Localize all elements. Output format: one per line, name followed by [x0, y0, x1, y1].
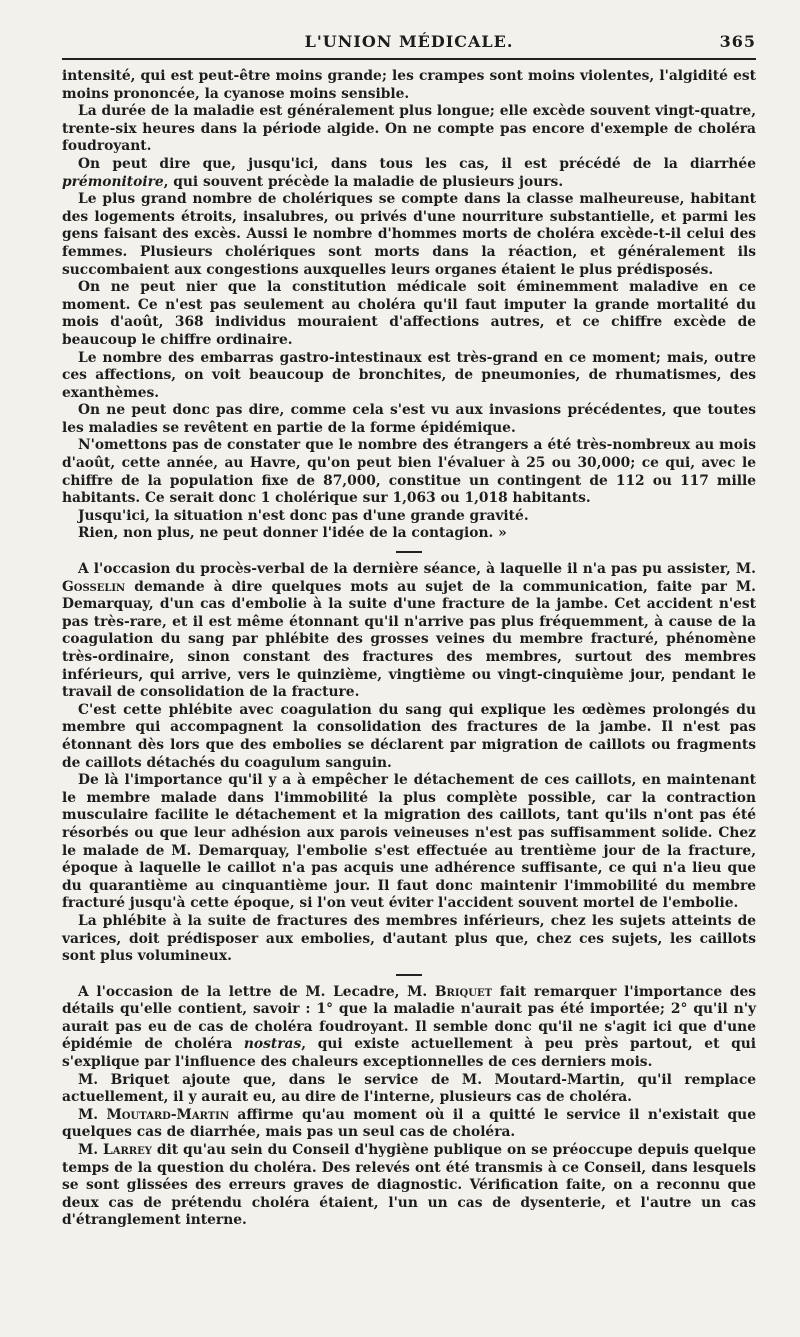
paragraph: intensité, qui est peut-être moins grande; les crampes sont moins violentes, l'algidité est moins prononcée, la cyanose moins sensible.: [62, 68, 756, 102]
paragraph: Le plus grand nombre de cholériques se compte dans la classe malheureuse, habitant des logements étroits, insalubres, ou privés d'une nourriture substantielle, et parmi les gens faisant des excès. Aussi le nombre d'hommes morts de choléra excède-t-il celui des femmes. Plusieurs cholériques sont morts dans la réaction, et généralement ils succombaient aux congestions auxquelles leurs organes étaient le plus prédisposés.: [62, 191, 756, 278]
paragraph: [62, 561, 756, 702]
text-run: A l'occasion du procès-verbal de la dernière séance, à laquelle il n'a pas pu assister, M.: [78, 561, 756, 578]
text-run: , qui existe actuellement à peu près partout, et qui s'explique par l'influence des chaleurs exceptionnelles de ces derniers mois.: [62, 1036, 756, 1071]
paragraph: La durée de la maladie est généralement plus longue; elle excède souvent vingt-quatre, trente-six heures dans la période algide. On ne compte pas encore d'exemple de choléra foudroyant.: [62, 103, 756, 155]
text-run: A l'occasion de la lettre de M. Lecadre, M.: [78, 983, 435, 1000]
header-rule: [62, 58, 756, 60]
article-body: [62, 68, 756, 1230]
journal-title: L'UNION MÉDICALE.: [304, 32, 514, 51]
paragraph: On peut dire que, jusqu'ici, dans tous les cas, il est précédé de la diarrhée prémonitoire, qui souvent précède la maladie de plusieurs jours.: [62, 155, 756, 190]
paragraph: Jusqu'ici, la situation n'est donc pas d'une grande gravité.: [78, 507, 529, 524]
paragraph: La phlébite à la suite de fractures des membres inférieurs, chez les sujets atteints de varices, doit prédisposer aux embolies, d'autant plus que, chez ces sujets, les caillots sont plus volumineux.: [62, 912, 756, 965]
speaker-name: Briquet: [434, 983, 493, 1000]
text-run: fait remarquer l'importance des détails qu'elle contient, savoir : 1° que la maladie n'aurait pas été importée; 2° qu'il n'y aurait pas eu de cas de choléra foudroyant. Il semble donc qu'il ne s'agit ici que d'une épidémie de choléra: [62, 983, 756, 1053]
paragraph: C'est cette phlébite avec coagulation du sang qui explique les œdèmes prolongés du membre qui accompagnent la consolidation des fractures de la jambe. Il n'est pas étonnant dès lors que des embolies se déclarent par migration de caillots ou fragments de caillots détachés du coagulum sanguin.: [62, 701, 756, 771]
italic-term: prémonitoire: [62, 173, 164, 190]
speaker-name: Gosselin: [62, 578, 126, 595]
text-run: affirme qu'au moment où il a quitté le service il n'existait que quelques cas de diarrhée, mais pas un seul cas de choléra.: [62, 1106, 756, 1141]
paragraph: On ne peut donc pas dire, comme cela s'est vu aux invasions précédentes, que toutes les maladies se revêtent en partie de la forme épidémique.: [62, 402, 756, 436]
journal-page: [62, 28, 756, 1230]
text-run: M.: [78, 1106, 107, 1123]
italic-term: nostras: [243, 1036, 302, 1053]
text-run: dit qu'au sein du Conseil d'hygiène publique on se préoccupe depuis quelque temps de la question du choléra. Des relevés ont été transmis à ce Conseil, dans lesquels se sont glissées des erreurs graves de diagnostic. Vérification faite, on a reconnu que deux cas de prétendu choléra étaient, l'un un cas de dysenterie, et l'autre un cas d'étranglement interne.: [62, 1142, 756, 1229]
paragraph: N'omettons pas de constater que le nombre des étrangers a été très-nombreux au mois d'août, cette année, au Havre, qu'on peut bien l'évaluer à 25 ou 30,000; ce qui, avec le chiffre de la population fixe de 87,000, constitue un contingent de 112 ou 117 mille habitants. Ce serait donc 1 cholérique sur 1,063 ou 1,018 habitants.: [62, 437, 756, 507]
paragraph: [62, 1107, 756, 1142]
paragraph: Rien, non plus, ne peut donner l'idée de la contagion. »: [78, 525, 507, 542]
section-divider: [396, 974, 422, 976]
text-run: demande à dire quelques mots au sujet de la communication, faite par M. Demarquay, d'un cas d'embolie à la suite d'une fracture de la jambe. Cet accident n'est pas très-rare, et il est même étonnant qu'il n'arrive pas plus fréquemment, à cause de la coagulation du sang par phlébite des grosses veines du membre fracturé, phénomène très-ordinaire, sinon constant des fractures des membres, surtout des membres inférieurs, qui arrive, vers le quinzième, vingtième ou vingt-cinquième jour, pendant le travail de consolidation de la fracture.: [62, 578, 756, 701]
paragraph: [62, 984, 756, 1072]
paragraph: Le nombre des embarras gastro-intestinaux est très-grand en ce moment; mais, outre ces affections, on voit beaucoup de bronchites, de pneumonies, de rhumatismes, des exanthèmes.: [62, 349, 756, 401]
paragraph: On ne peut nier que la constitution médicale soit éminemment maladive en ce moment. Ce n'est pas seulement au choléra qu'il faut imputer la grande mortalité du mois d'août, 368 individus mouraient d'affections autres, et ce chiffre excède de beaucoup le chiffre ordinaire.: [62, 279, 756, 348]
paragraph: M. Briquet ajoute que, dans le service de M. Moutard-Martin, qu'il remplace actuellement, il y aurait eu, au dire de l'interne, plusieurs cas de choléra.: [62, 1071, 756, 1106]
running-header: [62, 28, 756, 56]
speaker-name: Moutard-Martin: [106, 1106, 229, 1123]
text-run: M.: [78, 1142, 104, 1159]
paragraph: De là l'importance qu'il y a à empêcher le détachement de ces caillots, en maintenant le membre malade dans l'immobilité la plus complète possible, car la contraction musculaire facilite le détachement et la migration des caillots, tant qu'ils n'ont pas été résorbés ou que leur adhésion aux parois veineuses n'est pas suffisamment solide. Chez le malade de M. Demarquay, l'embolie s'est effectuée au trentième jour de la fracture, époque à laquelle le caillot n'a pas acquis une adhérence suffisante, ce qui n'a lieu que du quarantième au cinquantième jour. Il faut donc maintenir l'immobilité du membre fracturé jusqu'à cette époque, si l'on veut éviter l'accident souvent mortel de l'embolie.: [62, 772, 756, 912]
speaker-name: Larrey: [103, 1142, 152, 1159]
page-number: 365: [719, 32, 756, 51]
section-divider: [396, 551, 422, 553]
paragraph: [62, 1142, 756, 1230]
